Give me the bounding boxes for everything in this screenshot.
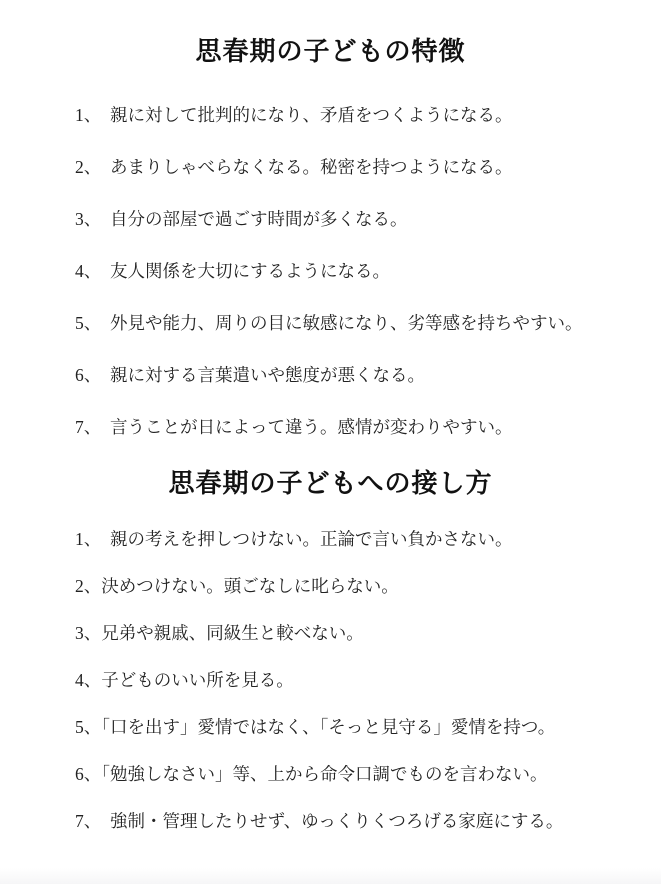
section-title-characteristics: 思春期の子どもの特徴 [195, 36, 466, 66]
section-title-approach: 思春期の子どもへの接し方 [168, 468, 493, 498]
list-item: 7、 強制・管理したりせず、ゆっくりくつろげる家庭にする。 [75, 811, 564, 831]
list-item: 1、 親の考えを押しつけない。正論で言い負かさない。 [75, 529, 513, 549]
list-item: 6、「勉強しなさい」等、上から命令口調でものを言わない。 [75, 764, 548, 784]
list-item: 2、 あまりしゃべらなくなる。秘密を持つようになる。 [75, 157, 513, 177]
approach-list [0, 528, 661, 832]
list-item: 4、子どものいい所を見る。 [75, 670, 294, 690]
characteristics-list [0, 104, 661, 438]
list-item: 4、 友人関係を大切にするようになる。 [75, 261, 390, 281]
list-item: 6、 親に対する言葉遣いや態度が悪くなる。 [75, 365, 425, 385]
list-item: 1、 親に対して批判的になり、矛盾をつくようになる。 [75, 105, 513, 125]
list-item: 3、兄弟や親戚、同級生と較べない。 [75, 623, 364, 643]
list-item: 2、決めつけない。頭ごなしに叱らない。 [75, 576, 399, 596]
list-item: 7、 言うことが日によって違う。感情が変わりやすい。 [75, 417, 513, 437]
list-item: 5、「口を出す」愛情ではなく、「そっと見守る」愛情を持つ。 [75, 717, 556, 737]
bottom-edge-shade [0, 868, 661, 884]
list-item: 3、 自分の部屋で過ごす時間が多くなる。 [75, 209, 408, 229]
list-item: 5、 外見や能力、周りの目に敏感になり、劣等感を持ちやすい。 [75, 313, 583, 333]
